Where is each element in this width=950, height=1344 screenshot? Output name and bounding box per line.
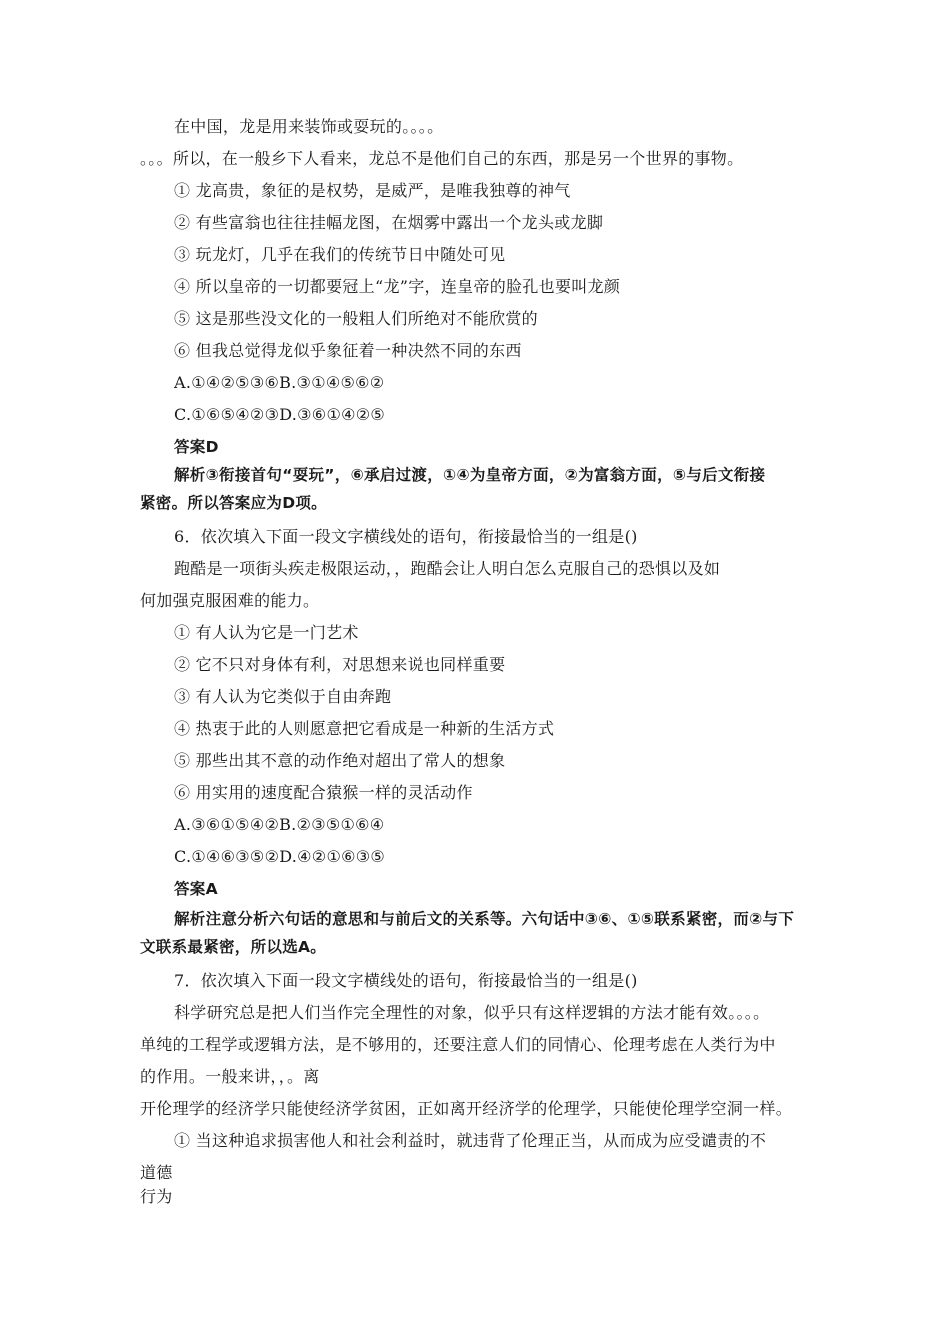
q5-analysis-line: 紧密。所以答案应为D项。 xyxy=(140,494,327,512)
q5-answer: 答案D xyxy=(174,438,219,456)
q6-option: ④ 热衷于此的人则愿意把它看成是一种新的生活方式 xyxy=(174,719,555,738)
q6-option: ⑤ 那些出其不意的动作绝对超出了常人的想象 xyxy=(174,751,506,770)
q5-choices-ab: A.①④②⑤③⑥B.③①④⑤⑥② xyxy=(174,373,385,392)
q5-analysis-line: 解析③衔接首句“耍玩”，⑥承启过渡，①④为皇帝方面，②为富翁方面，⑤与后文衔接 xyxy=(174,466,766,484)
q5-option: ③ 玩龙灯，几乎在我们的传统节日中随处可见 xyxy=(174,245,506,264)
q7-option-continued: 道德 xyxy=(140,1163,173,1182)
q6-analysis-line: 文联系最紧密，所以选A。 xyxy=(140,938,327,956)
q5-passage-line: 。。。所以，在一般乡下人看来，龙总不是他们自己的东西，那是另一个世界的事物。 xyxy=(140,149,744,168)
q7-passage-line: 科学研究总是把人们当作完全理性的对象，似乎只有这样逻辑的方法才能有效。。。。 xyxy=(174,1003,770,1022)
q5-option: ④ 所以皇帝的一切都要冠上“龙”字，连皇帝的脸孔也要叫龙颜 xyxy=(174,277,621,296)
q7-passage-line: 的作用。一般来讲，，。离 xyxy=(140,1067,320,1086)
q5-option: ⑥ 但我总觉得龙似乎象征着一种决然不同的东西 xyxy=(174,341,522,360)
q5-option: ① 龙高贵，象征的是权势，是威严，是唯我独尊的神气 xyxy=(174,181,571,200)
q6-choices-ab: A.③⑥①⑤④②B.②③⑤①⑥④ xyxy=(174,815,385,834)
q6-option: ⑥ 用实用的速度配合猿猴一样的灵活动作 xyxy=(174,783,473,802)
q7-option: ① 当这种追求损害他人和社会利益时，就违背了伦理正当，从而成为应受谴责的不 xyxy=(174,1131,767,1150)
q6-passage-line: 跑酷是一项街头疾走极限运动，，跑酷会让人明白怎么克服自己的恐惧以及如 xyxy=(174,559,721,578)
q6-option: ① 有人认为它是一门艺术 xyxy=(174,623,359,642)
q6-option: ③ 有人认为它类似于自由奔跑 xyxy=(174,687,392,706)
q6-analysis-line: 解析注意分析六句话的意思和与前后文的关系等。六句话中③⑥、①⑤联系紧密，而②与下 xyxy=(174,910,795,928)
q5-choices-cd: C.①⑥⑤④②③D.③⑥①④②⑤ xyxy=(174,405,386,424)
q6-choices-cd: C.①④⑥③⑤②D.④②①⑥③⑤ xyxy=(174,847,386,866)
q5-option: ② 有些富翁也往往挂幅龙图，在烟雾中露出一个龙头或龙脚 xyxy=(174,213,604,232)
q6-passage-line: 何加强克服困难的能力。 xyxy=(140,591,320,610)
q7-stem: 7．依次填入下面一段文字横线处的语句，衔接最恰当的一组是() xyxy=(174,971,638,990)
q7-passage-line: 单纯的工程学或逻辑方法，是不够用的，还要注意人们的同情心、伦理考虑在人类行为中 xyxy=(140,1035,776,1054)
q5-passage-line: 在中国，龙是用来装饰或耍玩的。。。。 xyxy=(174,117,444,136)
q6-stem: 6．依次填入下面一段文字横线处的语句，衔接最恰当的一组是() xyxy=(174,527,638,546)
q7-option-continued: 行为 xyxy=(140,1187,173,1206)
q6-answer: 答案A xyxy=(174,880,218,898)
q5-option: ⑤ 这是那些没文化的一般粗人们所绝对不能欣赏的 xyxy=(174,309,538,328)
q7-passage-line: 开伦理学的经济学只能使经济学贫困，正如离开经济学的伦理学，只能使伦理学空洞一样。 xyxy=(140,1099,793,1118)
q6-option: ② 它不只对身体有利，对思想来说也同样重要 xyxy=(174,655,506,674)
